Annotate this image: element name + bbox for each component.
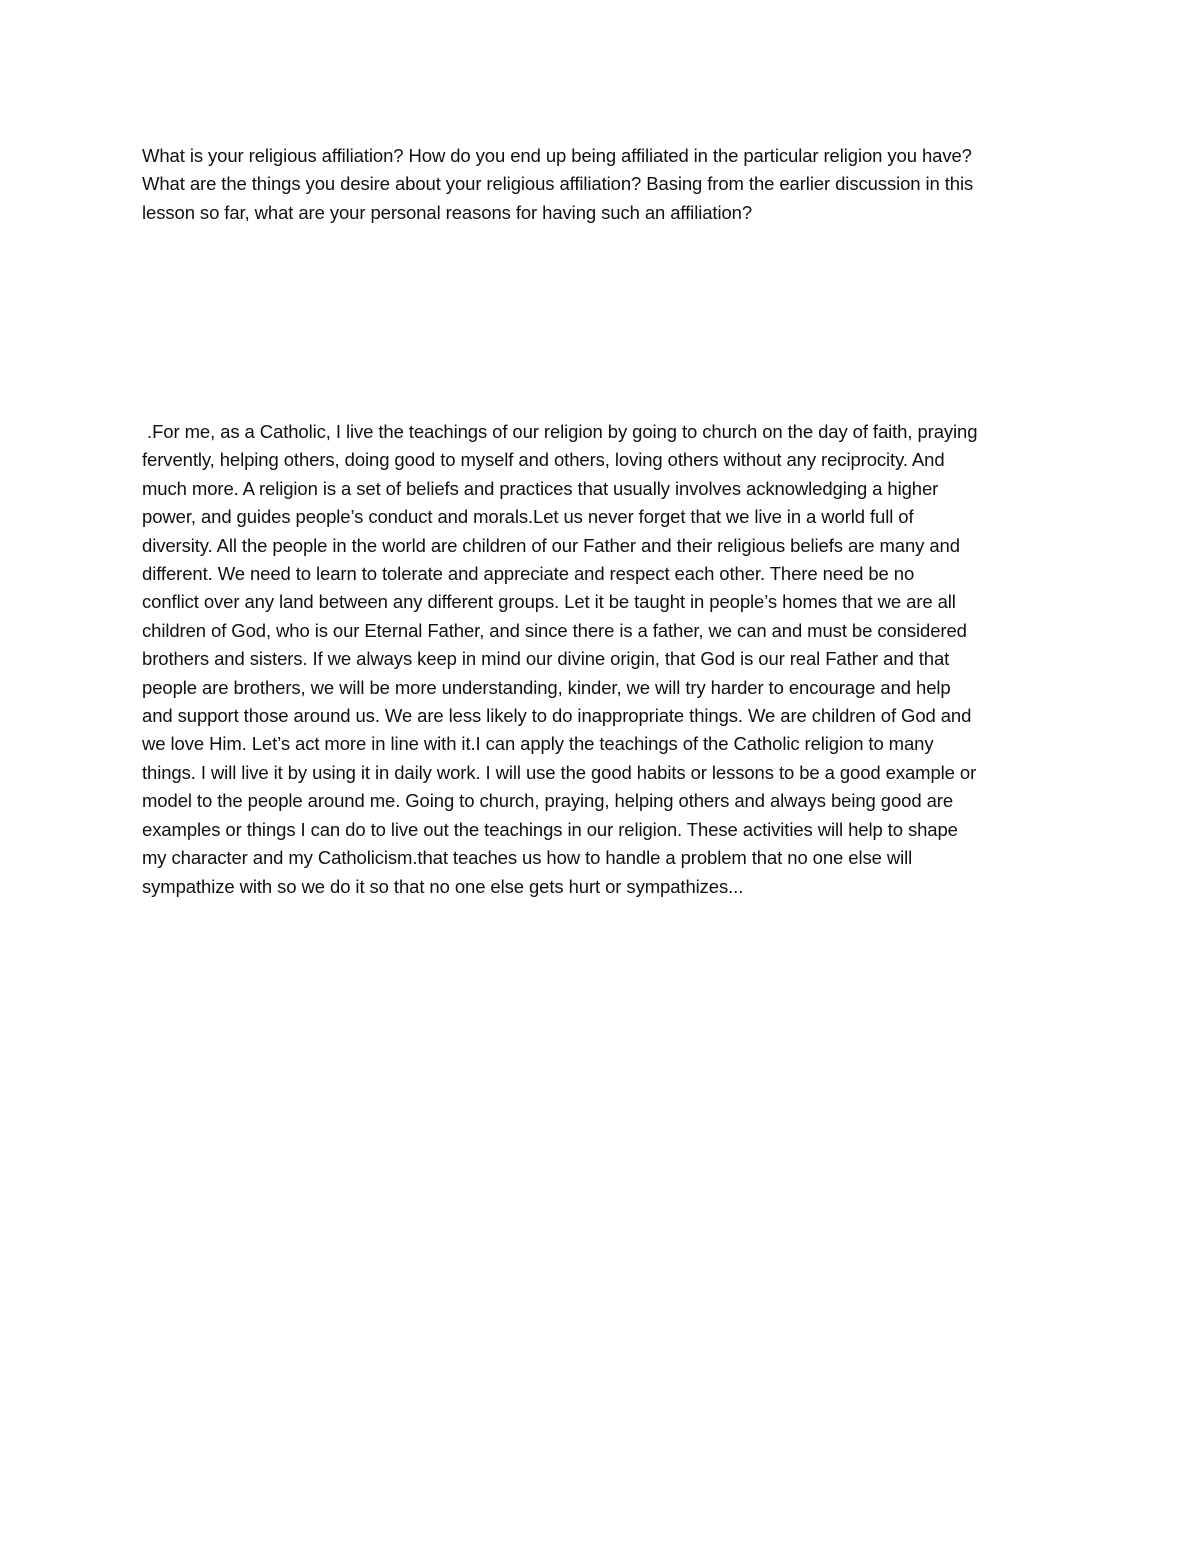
answer-line: things. I will live it by using it in daily work. I will use the good habits or lessons to be a good example or (142, 761, 977, 783)
question-line: What is your religious affiliation? How do you end up being affiliated in the particular religion you have? (142, 145, 972, 166)
question-line: lesson so far, what are your personal reasons for having such an affiliation? (142, 201, 753, 223)
answer-line: model to the people around me. Going to church, praying, helping others and always being good are (142, 790, 954, 812)
answer-line: children of God, who is our Eternal Father, and since there is a father, we can and must be considered (142, 619, 967, 641)
question-line: What are the things you desire about your religious affiliation? Basing from the earlier discussion in this (142, 173, 974, 195)
answer-line: we love Him. Let’s act more in line with it.I can apply the teachings of the Catholic religion to many (142, 733, 934, 755)
answer-line: conflict over any land between any different groups. Let it be taught in people’s homes that we are all (142, 591, 956, 613)
answer-line: examples or things I can do to live out the teachings in our religion. These activities will help to shape (142, 818, 958, 840)
answer-line: much more. A religion is a set of beliefs and practices that usually involves acknowledging a higher (142, 477, 939, 499)
answer-line: sympathize with so we do it so that no one else gets hurt or sympathizes... (142, 875, 744, 897)
answer-line: my character and my Catholicism.that teaches us how to handle a problem that no one else will (142, 847, 913, 869)
answer-line: power, and guides people’s conduct and morals.Let us never forget that we live in a world full of (142, 506, 914, 528)
answer-line: and support those around us. We are less likely to do inappropriate things. We are children of God and (142, 705, 972, 727)
answer-line: brothers and sisters. If we always keep in mind our divine origin, that God is our real Father and that (142, 648, 950, 670)
answer-line: diversity. All the people in the world are children of our Father and their religious beliefs are many and (142, 534, 960, 556)
answer-paragraph (142, 418, 1072, 901)
answer-line: different. We need to learn to tolerate and appreciate and respect each other. There need be no (142, 563, 915, 585)
answer-line: .For me, as a Catholic, I live the teachings of our religion by going to church on the day of faith, praying (142, 421, 978, 442)
answer-line: fervently, helping others, doing good to myself and others, loving others without any reciprocity. And (142, 449, 945, 471)
answer-line: people are brothers, we will be more understanding, kinder, we will try harder to encourage and help (142, 676, 951, 698)
question-paragraph (142, 142, 1072, 227)
